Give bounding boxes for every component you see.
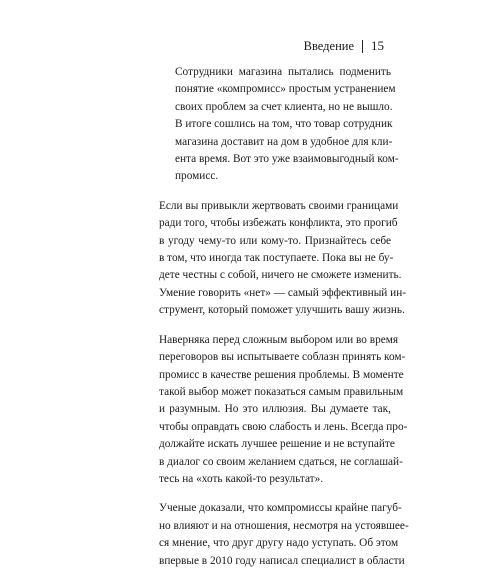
paragraph-1 [159, 198, 407, 320]
chapter-title: Введение [303, 39, 354, 53]
paragraph-2 [159, 332, 408, 489]
text-line: но влияют и на отношения, несмотря на устоявшее- [159, 519, 409, 532]
quote-line: магазина доставит на дом в удобное для кли- [175, 135, 393, 148]
quote-line: своих проблем за счет клиента, но не вышло. [175, 100, 393, 113]
quote-line: В итоге сошлись на том, что товар сотрудник [175, 118, 393, 131]
header-separator [362, 40, 363, 53]
text-line: в угоду чему-то или кому-то. Признайтесь себе [159, 234, 391, 247]
text-line: Наверняка перед сложным выбором или во время [159, 333, 399, 346]
text-line: чтобы оправдать свою слабость и лень. Всегда про- [159, 420, 408, 433]
text-line: ся мнение, что друг другу надо уступать. Об этом [159, 537, 399, 550]
page-body [159, 64, 409, 570]
text-line: Если вы привыкли жертвовать своими границами [159, 199, 399, 212]
text-line: струмент, который поможет улучшить вашу жизнь. [159, 304, 405, 317]
text-line: Умение говорить «нет» — самый эффективный ин- [159, 286, 407, 299]
text-line: переговоров вы испытываете соблазн принять ком- [159, 351, 406, 364]
text-line: в диалог со своим желанием сдаться, не соглашай- [159, 455, 403, 468]
page-number: 15 [371, 38, 384, 53]
text-line: в том, что иногда так поступаете. Пока вы не бу- [159, 252, 394, 265]
text-line: Ученые доказали, что компромиссы крайне пагуб- [159, 502, 402, 515]
text-line: такой выбор может показаться самым правильным [159, 385, 404, 398]
quote-line: ента время. Вот это уже взаимовыгодный ком- [175, 153, 399, 166]
paragraph-3 [159, 500, 409, 570]
running-head [304, 38, 384, 54]
quote-block [175, 64, 399, 186]
text-line: промисс в качестве решения проблемы. В моменте [159, 368, 404, 381]
quote-line: понятие «компромисс» простым устранением [175, 83, 396, 96]
quote-line: промисс. [175, 170, 219, 183]
text-line: дете честны с собой, ничего не сможете изменить. [159, 269, 402, 282]
text-line: ради того, чтобы избежать конфликта, это прогиб [159, 217, 398, 230]
quote-line: Сотрудники магазина пытались подменить [175, 66, 391, 78]
text-line: тесь на «хоть какой-то результат». [159, 472, 324, 485]
text-line: впервые в 2010 году написал специалист в области [159, 554, 405, 567]
text-line: должайте искать лучшее решение и не вступайте [159, 438, 395, 451]
text-line: и разумным. Но это иллюзия. Вы думаете так, [159, 403, 391, 416]
